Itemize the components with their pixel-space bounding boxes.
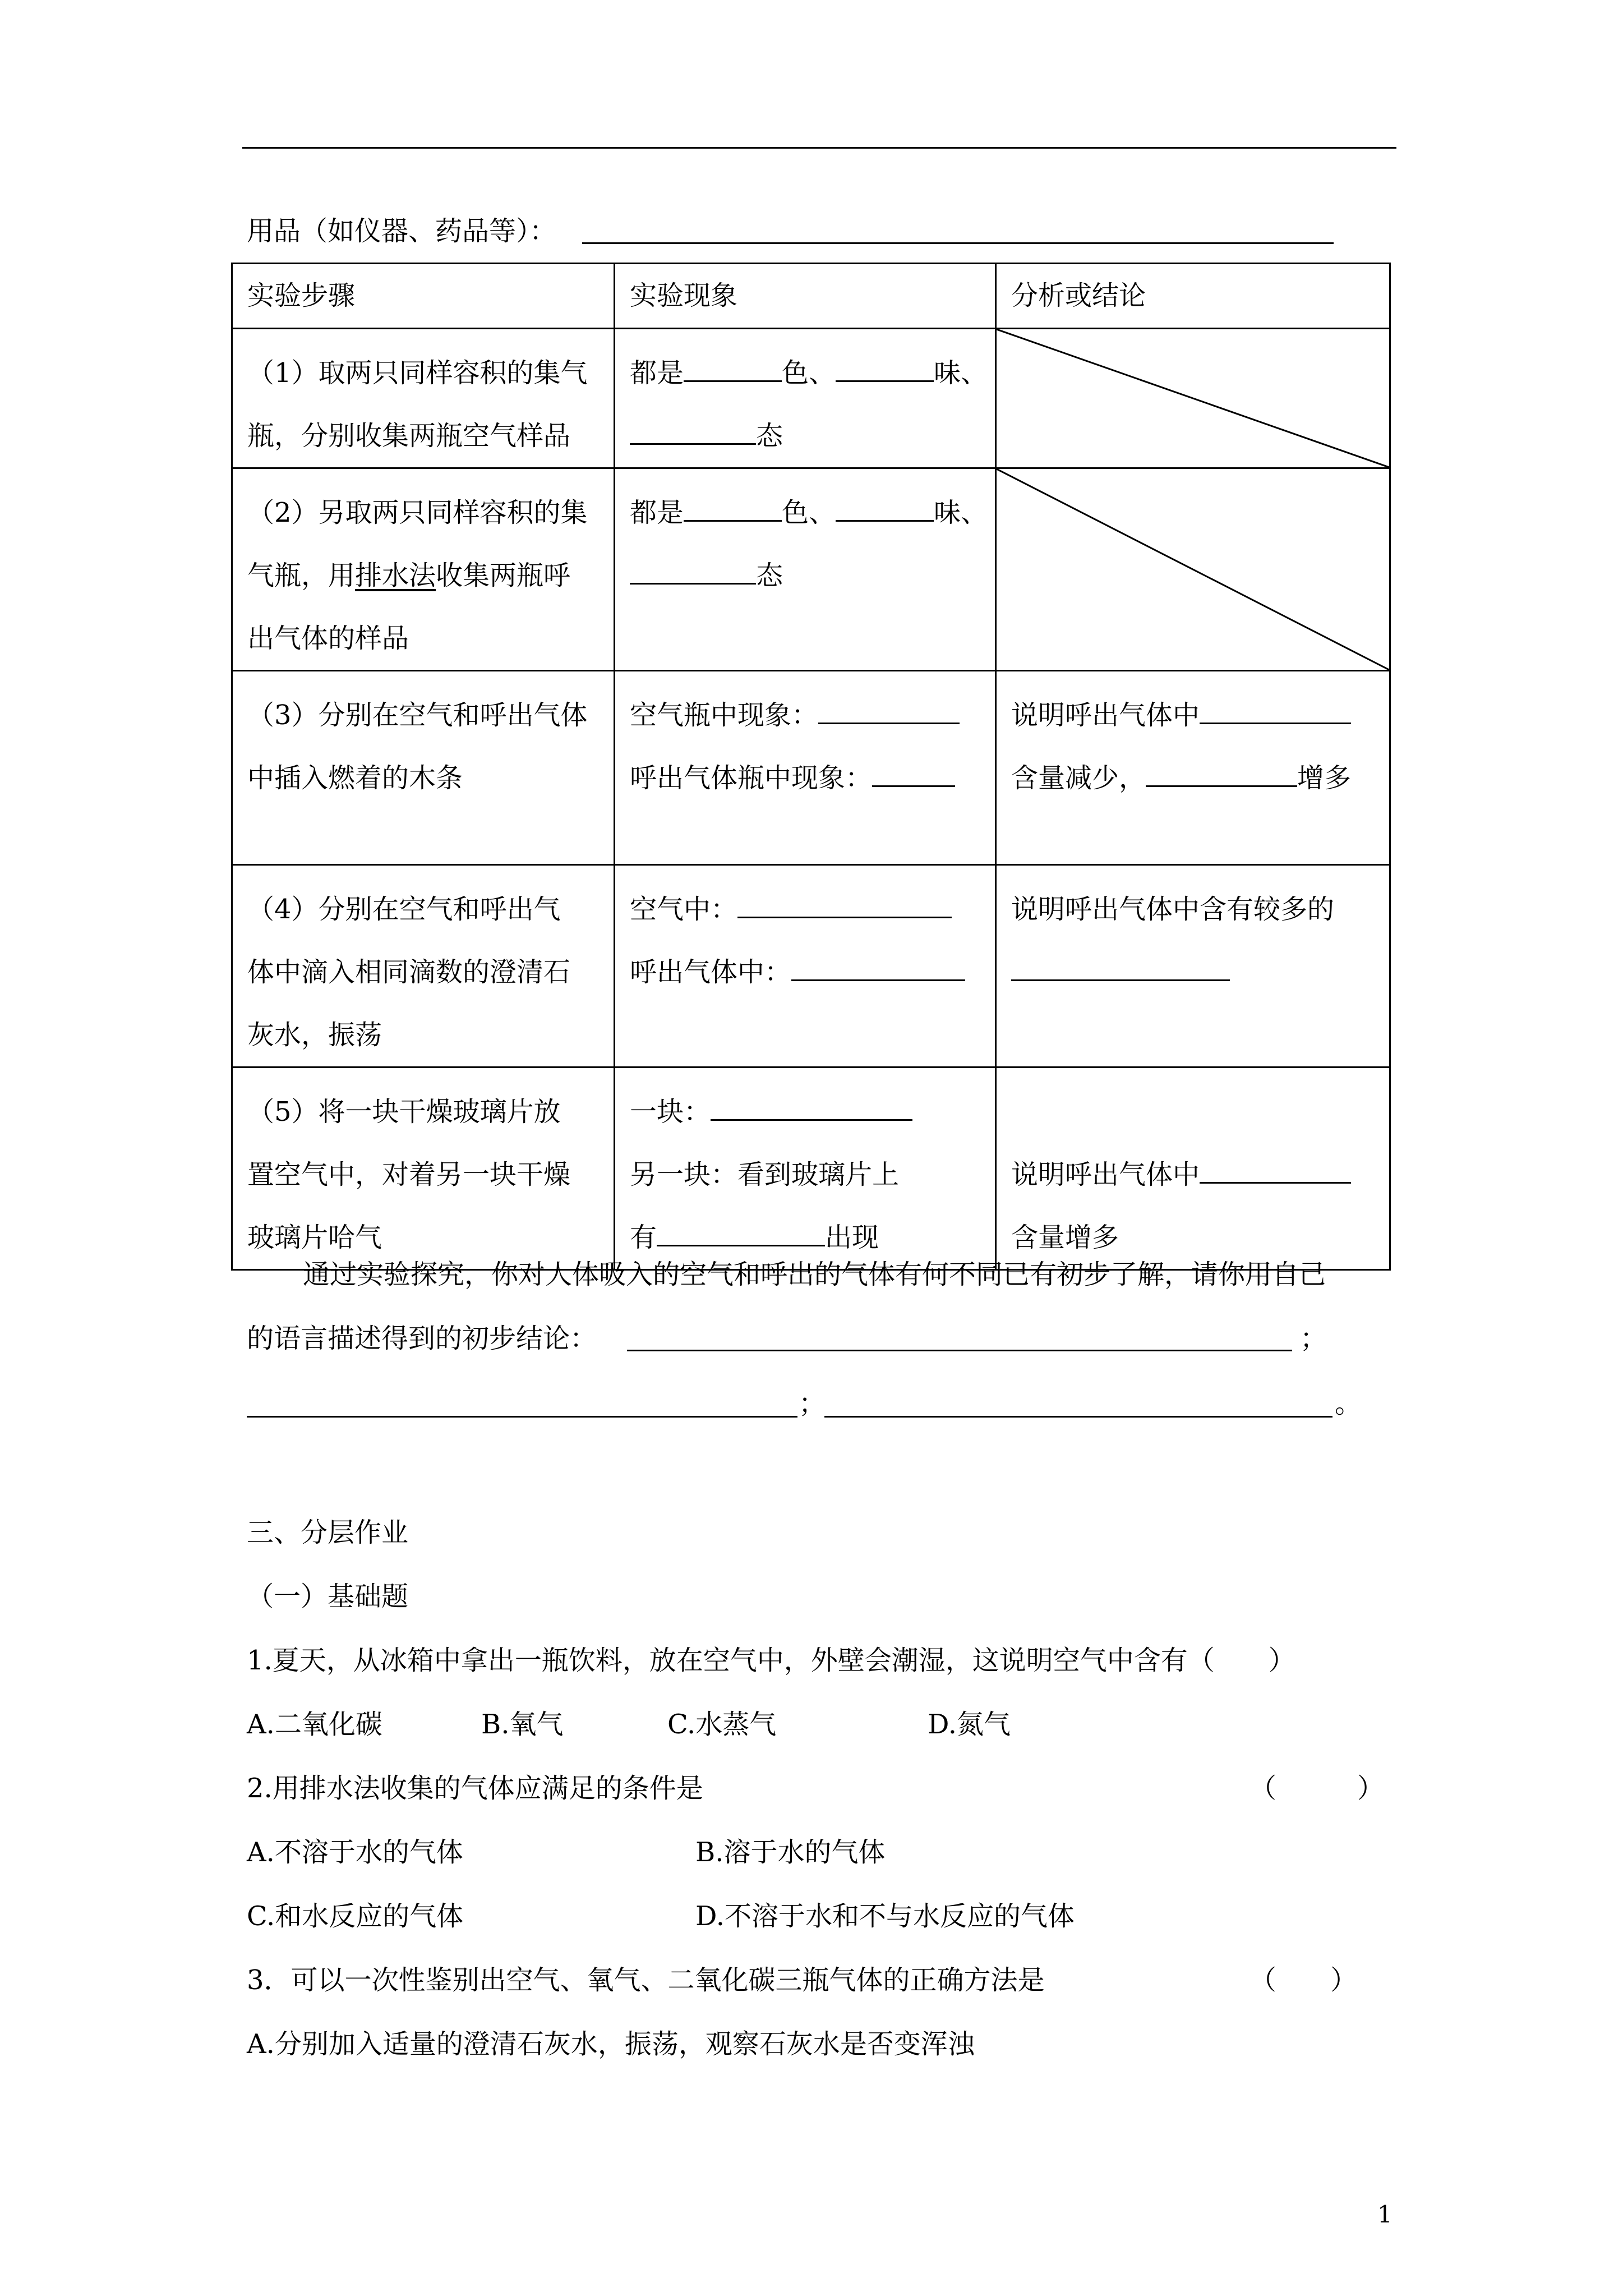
question-2-option-b: B.溶于水的气体: [695, 1837, 886, 1868]
phenomenon-cell: 一块： 另一块：看到玻璃片上 有 出现: [615, 1068, 996, 1270]
table-row: [232, 468, 1390, 671]
step-cell: （4）分别在空气和呼出气 体中滴入相同滴数的澄清石 灰水，振荡: [232, 865, 615, 1068]
conclusion-cell: 说明呼出气体中含有较多的: [996, 865, 1390, 1068]
diagonal-line: [997, 329, 1389, 467]
answer-blank: [1011, 955, 1230, 981]
summary-blank-2: [247, 1416, 797, 1418]
answer-blank: [791, 955, 965, 981]
table-row: [232, 1068, 1390, 1270]
question-2-option-c: C.和水反应的气体: [247, 1901, 464, 1932]
page-number: 1: [1377, 2201, 1393, 2228]
answer-blank: [836, 495, 934, 522]
summary-line-1: 通过实验探究，你对人体吸入的空气和呼出的气体有何不同已有初步了解，请你用自己: [303, 1259, 1326, 1290]
summary-line-2: 的语言描述得到的初步结论：: [247, 1323, 597, 1354]
question-3-paren: （ ）: [1249, 1964, 1358, 1996]
diagonal-cell: [996, 468, 1390, 671]
question-2-paren: （ ）: [1249, 1773, 1385, 1804]
header-phenomenon: 实验现象: [615, 264, 996, 329]
answer-blank: [1146, 761, 1297, 787]
answer-blank: [657, 1220, 825, 1246]
question-2-option-d: D.不溶于水和不与水反应的气体: [695, 1901, 1075, 1932]
answer-blank: [836, 356, 934, 382]
section-subtitle: （一）基础题: [247, 1581, 409, 1612]
question-2-option-a: A.不溶于水的气体: [247, 1837, 463, 1868]
step-cell: （1）取两只同样容积的集气 瓶，分别收集两瓶空气样品: [232, 329, 615, 468]
supplies-blank: [582, 242, 1334, 244]
summary-blank-3: [824, 1416, 1332, 1418]
step-cell: （2）另取两只同样容积的集 气瓶，用排水法收集两瓶呼 出气体的样品: [232, 468, 615, 671]
answer-blank: [630, 418, 756, 445]
phenomenon-cell: 都是 色、 味、 态: [615, 329, 996, 468]
header-steps: 实验步骤: [232, 264, 615, 329]
table-row: [232, 329, 1390, 468]
answer-blank: [737, 892, 952, 918]
summary-end: 。: [1335, 1388, 1362, 1419]
table-row: [232, 671, 1390, 865]
table-row: [232, 865, 1390, 1068]
conclusion-cell: 说明呼出气体中 含量增多: [996, 1068, 1390, 1270]
summary-semicolon-2: ；: [799, 1388, 826, 1419]
phenomenon-cell: 空气瓶中现象： 呼出气体瓶中现象：: [615, 671, 996, 865]
answer-blank: [711, 1094, 912, 1121]
summary-semicolon-1: ；: [1300, 1323, 1327, 1354]
section-title: 三、分层作业: [247, 1517, 409, 1548]
phenomenon-cell: 都是 色、 味、 态: [615, 468, 996, 671]
diagonal-cell: [996, 329, 1390, 468]
diagonal-line: [997, 469, 1389, 670]
question-3-stem: 3．可以一次性鉴别出空气、氧气、二氧化碳三瓶气体的正确方法是: [247, 1964, 1045, 1996]
answer-blank: [684, 495, 782, 522]
question-1-option-b: B.氧气: [481, 1709, 564, 1740]
underlined-method: 排水法: [355, 560, 436, 591]
answer-blank: [684, 356, 782, 382]
question-3-option-a: A.分别加入适量的澄清石灰水，振荡，观察石灰水是否变浑浊: [247, 2028, 975, 2060]
step-cell: （3）分别在空气和呼出气体 中插入燃着的木条: [232, 671, 615, 865]
answer-blank: [1200, 698, 1351, 724]
supplies-label: 用品（如仪器、药品等）：: [247, 215, 557, 247]
question-1-stem: 1.夏天，从冰箱中拿出一瓶饮料，放在空气中，外壁会潮湿，这说明空气中含有（ ）: [247, 1645, 1295, 1676]
summary-blank-1: [627, 1350, 1292, 1351]
answer-blank: [630, 558, 756, 585]
phenomenon-cell: 空气中： 呼出气体中：: [615, 865, 996, 1068]
experiment-table: [231, 263, 1391, 1271]
answer-blank: [872, 761, 955, 787]
header-conclusion: 分析或结论: [996, 264, 1390, 329]
answer-blank: [1200, 1157, 1351, 1184]
question-2-stem: 2.用排水法收集的气体应满足的条件是: [247, 1773, 703, 1804]
answer-blank: [818, 698, 960, 724]
question-1-option-d: D.氮气: [928, 1709, 1011, 1740]
step-cell: （5）将一块干燥玻璃片放 置空气中，对着另一块干燥 玻璃片哈气: [232, 1068, 615, 1270]
header-rule: [242, 147, 1396, 149]
conclusion-cell: 说明呼出气体中 含量减少， 增多: [996, 671, 1390, 865]
question-1-option-c: C.水蒸气: [667, 1709, 777, 1740]
question-1-option-a: A.二氧化碳: [247, 1709, 382, 1740]
